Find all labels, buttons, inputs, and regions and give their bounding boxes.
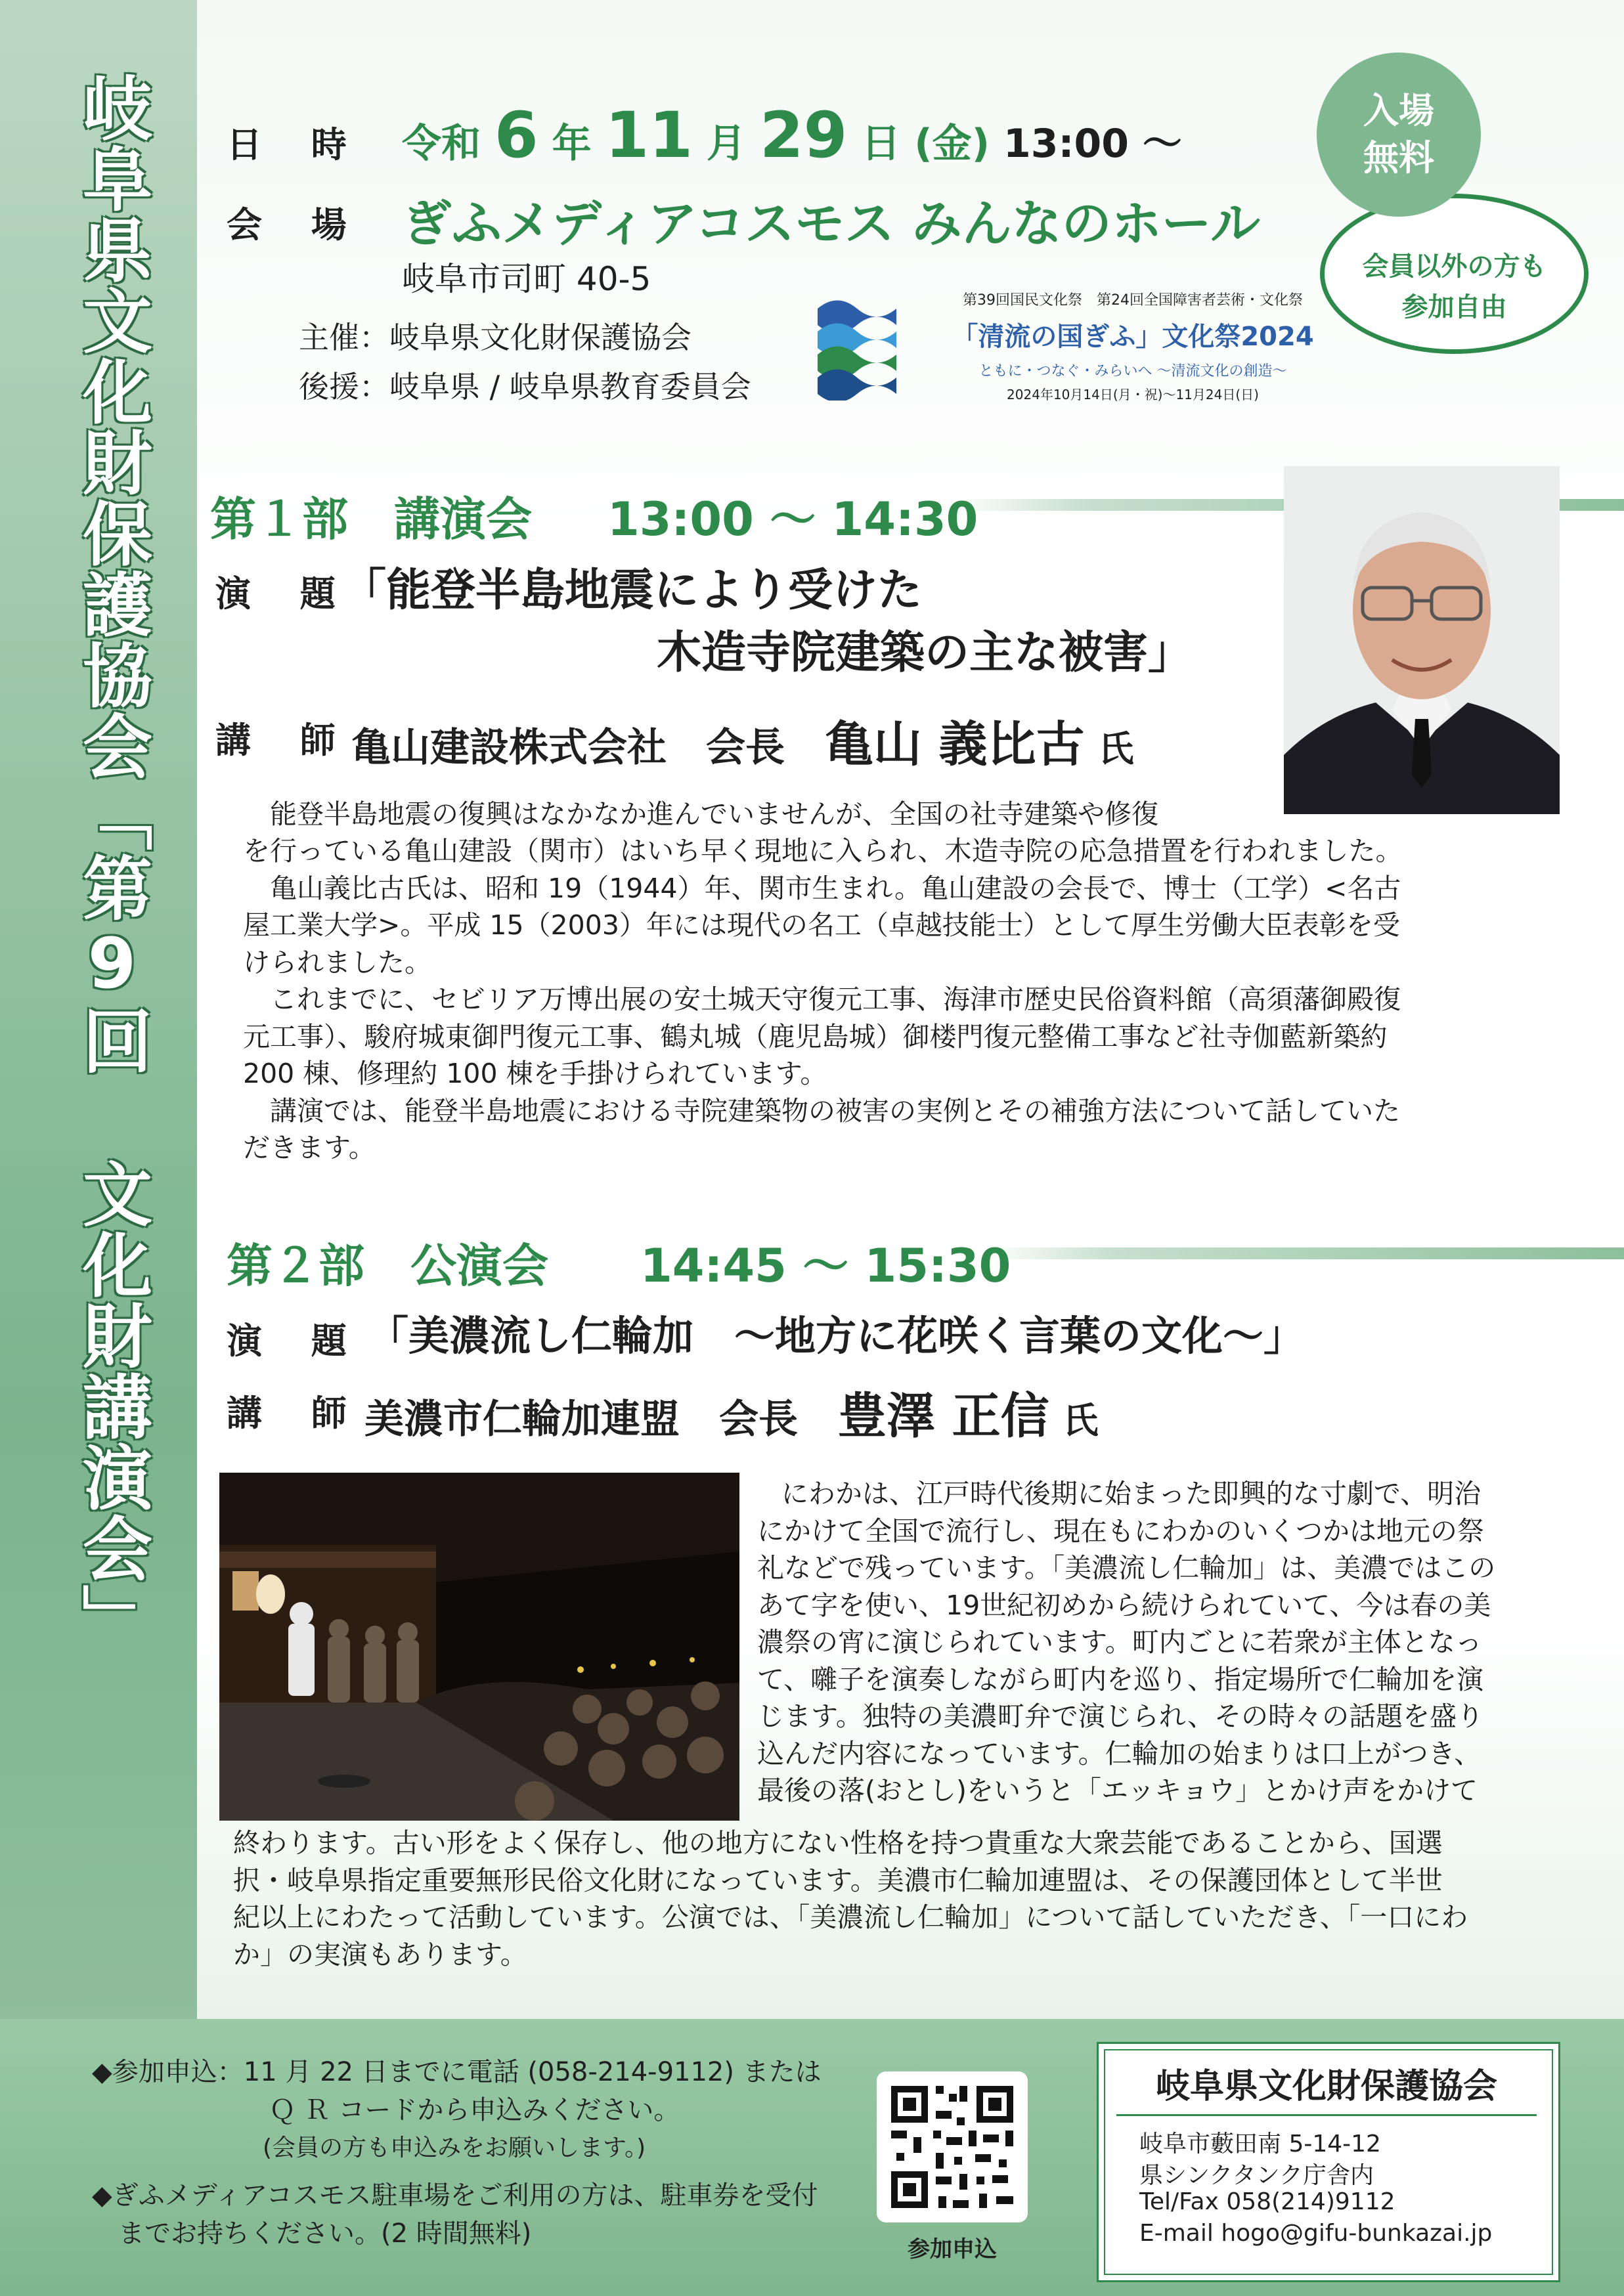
part2-full-line-2: 紀以上にわたって活動しています。公演では、「美濃流し仁輪加」について話していただき、「一口にわ — [233, 1901, 1468, 1933]
part2-side-line-3: あて字を使い、19世紀初めから続けられていて、今は春の美 — [757, 1589, 1491, 1621]
organization-divider — [1116, 2114, 1537, 2116]
date-month-unit: 月 — [706, 121, 746, 167]
organization-name: 岐阜県文化財保護協会 — [1155, 2067, 1497, 2106]
open-line1: 会員以外の方も — [1362, 251, 1547, 282]
vertical-event-title: 岐阜県文化財保護協会「第9回 文化財講演会」 — [72, 72, 152, 1655]
organization-address1: 岐阜市藪田南 5-14-12 — [1139, 2131, 1381, 2157]
part1-line-2: 亀山義比古氏は、昭和 19（1944）年、関市生まれ。亀山建設の会長で、博士（工学）<名古 — [270, 872, 1401, 904]
part1-speaker-honorific: 氏 — [1098, 728, 1134, 769]
apply-line1: ◆参加申込：11 月 22 日までに電話 (058-214-9112) または — [92, 2057, 822, 2087]
free-admission-badge — [1317, 53, 1481, 217]
part1-speaker-label: 講 師 — [215, 720, 354, 761]
part2-full-line-0: 終わります。古い形をよく保存し、他の地方にない性格を持つ貴重な大衆芸能であることから、国選 — [233, 1827, 1443, 1859]
part2-speaker-name: 豊澤 正信 — [837, 1388, 1049, 1444]
festival-subtitle: 第39回国民文化祭 第24回全国障害者芸術・文化祭 — [963, 292, 1303, 309]
qr-code[interactable] — [877, 2071, 1028, 2222]
part2-theme-label: 演 題 — [227, 1320, 365, 1362]
event-date — [402, 98, 1182, 172]
festival-dates: 2024年10月14日(月・祝)～11月24日(日) — [1007, 387, 1259, 402]
date-day-unit: 日 — [861, 121, 901, 167]
part2-speaker — [364, 1377, 1099, 1447]
apply-line2: Ｑ Ｒ コードから申込みください。 — [269, 2095, 680, 2125]
part2-side-line-4: 濃祭の宵に演じられています。町内ごとに若衆が主体となっ — [757, 1626, 1482, 1658]
part2-heading: 第２部 公演会 — [227, 1239, 548, 1293]
open-to-public-badge — [1320, 194, 1589, 354]
part1-line-6: 元工事）、駿府城東御門復元工事、鶴丸城（鹿児島城）御楼門復元整備工事など社寺伽藍新築約 — [243, 1020, 1388, 1052]
part1-line-8: 講演では、能登半島地震における寺院建築物の被害の実例とその補強方法について話していた — [270, 1094, 1401, 1127]
organization-email[interactable]: E-mail hogo@gifu-bunkazai.jp — [1139, 2220, 1493, 2247]
speaker-portrait — [1284, 466, 1560, 814]
part2-side-text — [757, 1475, 1571, 1809]
venue-address: 岐阜市司町 40-5 — [402, 260, 651, 298]
parking-line1: ◆ぎふメディアコスモス駐車場をご利用の方は、駐車券を受付 — [92, 2180, 818, 2211]
part1-line-7: 200 棟、修理約 100 棟を手掛けられています。 — [243, 1058, 827, 1089]
organization-address2: 県シンクタンク庁舎内 — [1139, 2162, 1374, 2189]
part1-heading: 第１部 講演会 — [210, 492, 532, 546]
venue-label: 会 場 — [227, 204, 365, 246]
date-month: 11 — [605, 98, 693, 172]
part2-rule — [985, 1247, 1624, 1259]
part2-side-line-1: にかけて全国で流行し、現在もにわかのいくつかは地元の祭 — [757, 1515, 1484, 1547]
festival-logo-icon — [814, 289, 900, 401]
application-info — [92, 2053, 822, 2253]
part1-line-9: だきます。 — [243, 1132, 376, 1163]
festival-name: 「清流の国ぎふ」文化祭2024 — [952, 322, 1314, 352]
free-line2: 無料 — [1363, 137, 1434, 179]
part2-speaker-label: 講 師 — [227, 1393, 365, 1434]
support: 後援：岐阜県 / 岐阜県教育委員会 — [299, 369, 751, 404]
part1-speaker-org: 亀山建設株式会社 会長 — [351, 725, 785, 771]
part1-speaker — [351, 706, 1134, 775]
date-era: 令和 — [402, 121, 481, 167]
part1-line-1: を行っている亀山建設（関市）はいち早く現地に入られ、木造寺院の応急措置を行われました。 — [243, 835, 1403, 867]
part1-body — [243, 833, 1569, 1167]
open-line2: 参加自由 — [1401, 292, 1507, 322]
part1-line-3: 屋工業大学>。平成 15（2003）年には現代の名工（卓越技能士）として厚生労働大臣表彰を受 — [243, 909, 1400, 941]
qr-code-icon — [877, 2071, 1028, 2222]
part2-theme: 「美濃流し仁輪加 ～地方に花咲く言葉の文化～」 — [368, 1312, 1305, 1360]
date-year: 6 — [494, 98, 538, 172]
part1-line-5: これまでに、セビリア万博出展の安土城天守復元工事、海津市歴史民俗資料館（高須藩御殿復 — [270, 984, 1401, 1015]
festival-info — [916, 289, 1350, 403]
part2-speaker-honorific: 氏 — [1063, 1400, 1099, 1441]
parking-line2: までお持ちください。(2 時間無料) — [118, 2219, 532, 2249]
part2-side-line-7: 込んだ内容になっています。仁輪加の始まりは口上がつき、 — [757, 1737, 1481, 1769]
part1-line-4: けられました。 — [243, 946, 431, 978]
part1-time: 13:00 ～ 14:30 — [607, 492, 978, 546]
niwaka-performance-photo — [219, 1473, 739, 1821]
part1-line-0: 能登半島地震の復興はなかなか進んでいませんが、全国の社寺建築や修復 — [270, 798, 1158, 830]
free-line1: 入場 — [1363, 90, 1434, 131]
part1-theme-line1: 「能登半島地震により受けた — [341, 565, 923, 617]
date-year-unit: 年 — [552, 121, 592, 167]
part1-theme-line2: 木造寺院建築の主な被害」 — [657, 627, 1193, 679]
date-weekday: (金) — [914, 121, 990, 167]
festival-tagline: ともに・つなぐ・みらいへ ～清流文化の創造～ — [978, 363, 1287, 379]
part2-side-line-6: じます。独特の美濃町弁で演じられ、その時々の話題を盛り — [757, 1700, 1484, 1732]
date-day: 29 — [759, 98, 848, 172]
part2-speaker-org: 美濃市仁輪加連盟 会長 — [364, 1397, 798, 1442]
part1-theme-label: 演 題 — [215, 573, 354, 615]
apply-line3: (会員の方も申込みをお願いします。) — [263, 2134, 646, 2161]
organizer: 主催：岐阜県文化財保護協会 — [299, 320, 691, 355]
organization-tel: Tel/Fax 058(214)9112 — [1139, 2188, 1395, 2215]
part2-full-line-3: か」の実演もあります。 — [233, 1938, 527, 1970]
date-label: 日 時 — [227, 124, 365, 165]
qr-label: 参加申込 — [908, 2236, 997, 2263]
part2-side-line-2: 礼などで残っています。「美濃流し仁輪加」は、美濃ではこの — [757, 1552, 1496, 1584]
part1-speaker-name: 亀山 義比古 — [824, 716, 1085, 773]
part2-side-line-8: 最後の落(おとし)をいうと「エッキョウ」とかけ声をかけて — [757, 1775, 1478, 1806]
part2-side-line-0: にわかは、江戸時代後期に始まった即興的な寸劇で、明治 — [781, 1478, 1481, 1509]
part2-full-line-1: 択・岐阜県指定重要無形民俗文化財になっています。美濃市仁輪加連盟は、その保護団体として半世 — [233, 1864, 1443, 1896]
start-time: 13:00 ～ — [1003, 121, 1182, 167]
part2-side-line-5: て、囃子を演奏しながら町内を巡り、指定場所で仁輪加を演 — [757, 1663, 1484, 1695]
part1-paragraph-first-line — [243, 796, 1267, 833]
venue-name: ぎふメディアコスモス みんなのホール — [402, 194, 1261, 253]
part2-full-text — [233, 1825, 1573, 1973]
part2-time: 14:45 ～ 15:30 — [640, 1239, 1011, 1293]
